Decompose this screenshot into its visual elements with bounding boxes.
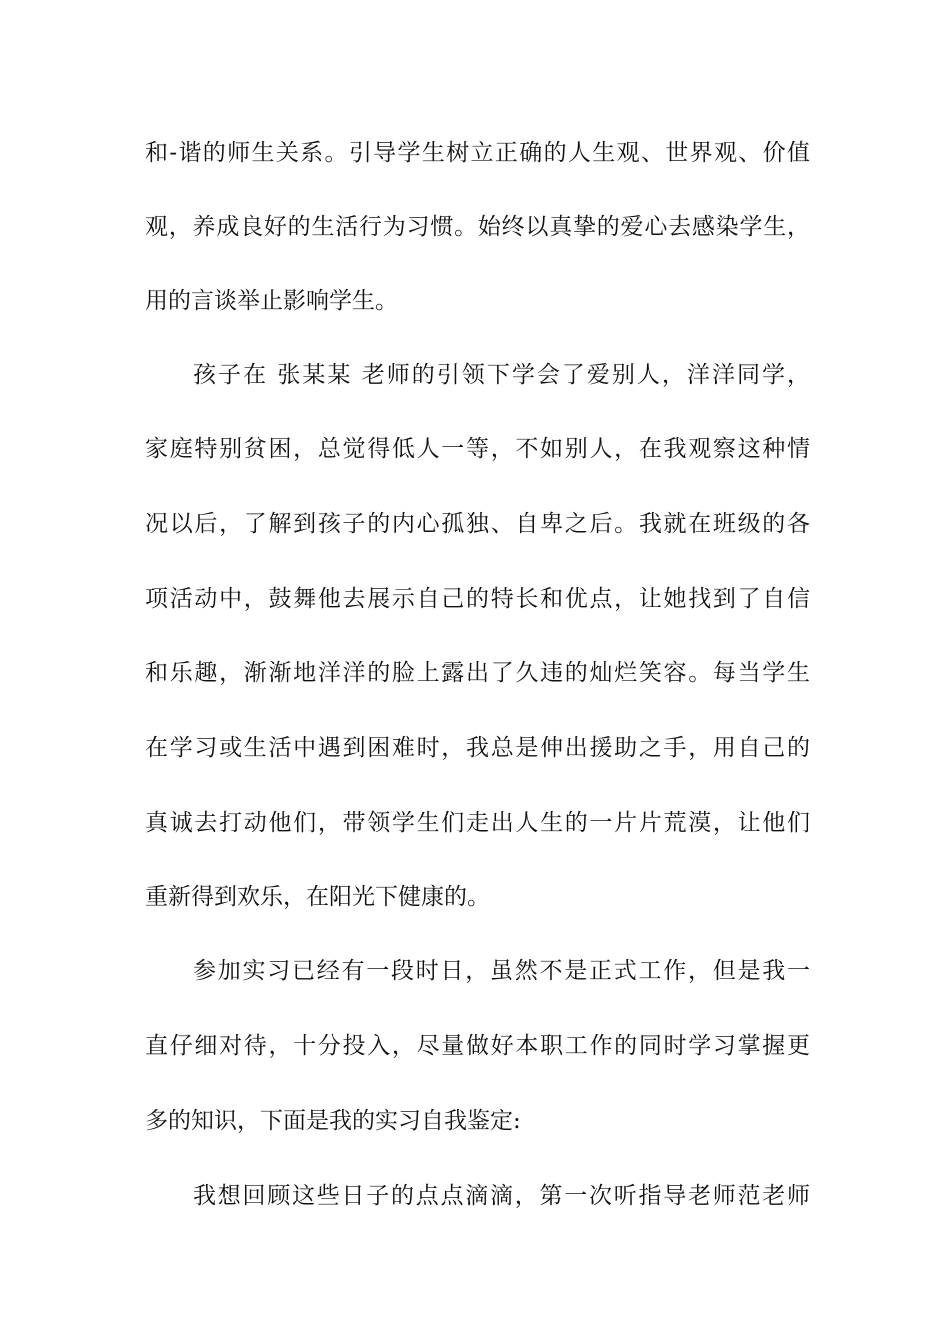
text-line: 真诚去打动他们，带领学生们走出人生的一片片荒漠，让他们 (145, 810, 810, 836)
paragraph-first-line: 参加实习已经有一段时日，虽然不是正式工作，但是我一 (193, 958, 810, 984)
text-line: 家庭特别贫困，总觉得低人一等，不如别人，在我观察这种情 (145, 436, 810, 462)
text-line: 观，养成良好的生活行为习惯。始终以真挚的爱心去感染学生， (145, 214, 810, 240)
paragraph-first-line: 我想回顾这些日子的点点滴滴，第一次听指导老师范老师 (193, 1183, 810, 1209)
text-line: 在学习或生活中遇到困难时，我总是伸出援助之手，用自己的 (145, 735, 810, 761)
paragraph-first-line: 孩子在 张某某 老师的引领下学会了爱别人，洋洋同学， (193, 362, 810, 388)
text-line: 况以后，了解到孩子的内心孤独、自卑之后。我就在班级的各 (145, 511, 810, 537)
text-line: 直仔细对待，十分投入，尽量做好本职工作的同时学习掌握更 (145, 1033, 810, 1059)
text-line: 和乐趣，渐渐地洋洋的脸上露出了久违的灿烂笑容。每当学生 (145, 660, 810, 686)
text-line: 项活动中，鼓舞他去展示自己的特长和优点，让她找到了自信 (145, 586, 810, 612)
text-line: 和-谐的师生关系。引导学生树立正确的人生观、世界观、价值 (145, 140, 810, 166)
text-line: 多的知识，下面是我的实习自我鉴定: (145, 1108, 521, 1134)
text-line: 用的言谈举止影响学生。 (145, 288, 398, 314)
text-line: 重新得到欢乐，在阳光下健康的。 (145, 884, 490, 910)
